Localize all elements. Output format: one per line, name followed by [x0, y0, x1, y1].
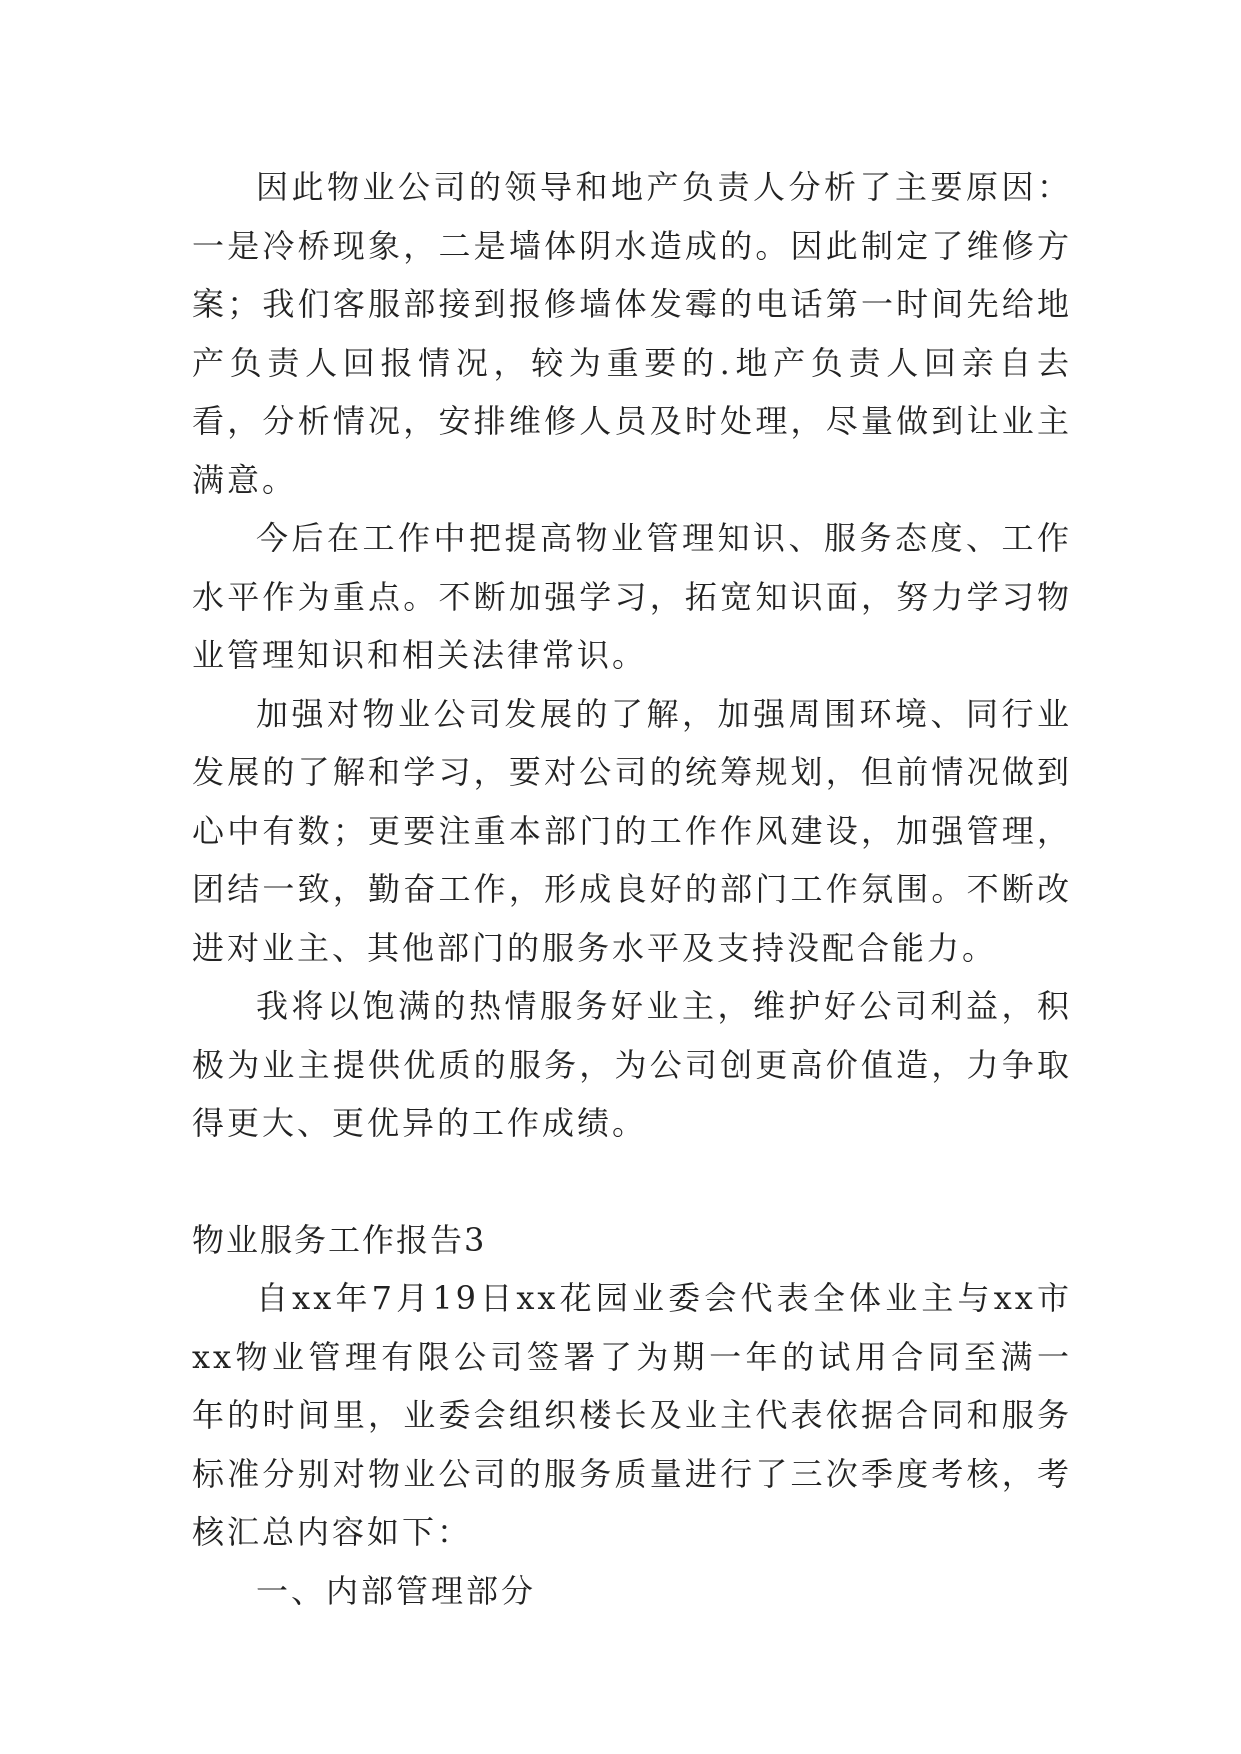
document-body — [192, 158, 1072, 1620]
paragraph-work-focus: 今后在工作中把提高物业管理知识、服务态度、工作水平作为重点。不断加强学习，拓宽知识面，努力学习物业管理知识和相关法律常识。 — [192, 519, 1072, 674]
paragraph-closing-commitment: 我将以饱满的热情服务好业主，维护好公司利益，积极为业主提供优质的服务，为公司创更高价值造，力争取得更大、更优异的工作成绩。 — [192, 987, 1072, 1142]
section-title: 物业服务工作报告3 — [192, 1220, 487, 1259]
paragraph-contract-assessment: 自xx年7月19日xx花园业委会代表全体业主与xx市xx物业管理有限公司签署了为期一年的试用合同至满一年的时间里，业委会组织楼长及业主代表依据合同和服务标准分别对物业公司的服务质量进行了三次季度考核，考核汇总内容如下： — [192, 1279, 1072, 1551]
paragraph-internal-management: 一、内部管理部分 — [256, 1571, 537, 1610]
paragraph-repair-analysis: 因此物业公司的领导和地产负责人分析了主要原因：一是冷桥现象，二是墙体阴水造成的。因此制定了维修方案；我们客服部接到报修墙体发霉的电话第一时间先给地产负责人回报情况，较为重要的.地产负责人回亲自去看，分析情况，安排维修人员及时处理，尽量做到让业主满意。 — [192, 168, 1072, 499]
paragraph-department-building: 加强对物业公司发展的了解，加强周围环境、同行业发展的了解和学习，要对公司的统筹规划，但前情况做到心中有数；更要注重本部门的工作作风建设，加强管理，团结一致，勤奋工作，形成良好的部门工作氛围。不断改进对业主、其他部门的服务水平及支持没配合能力。 — [192, 694, 1072, 967]
